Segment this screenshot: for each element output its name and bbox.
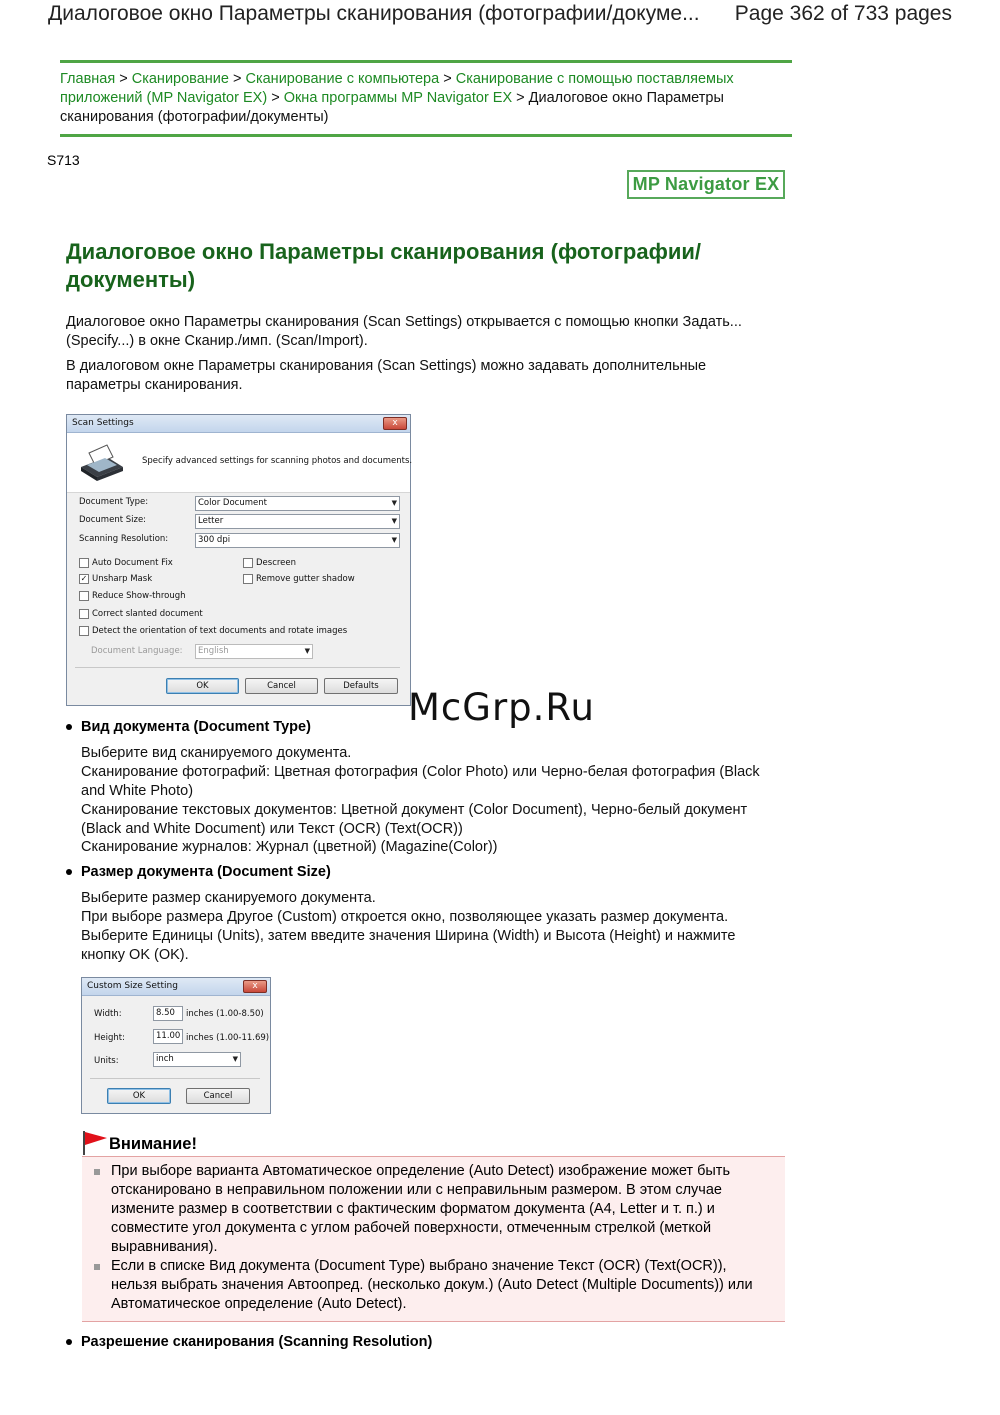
caution-header xyxy=(82,1130,785,1157)
brand-badge-text: MP Navigator EX xyxy=(632,174,780,194)
dialog-banner xyxy=(67,433,413,493)
doc-type-line-3: Сканирование текстовых документов: Цветной документ (Color Document), Черно-белый документ (Black and White Document) или Текст (OCR) (Text(OCR)) xyxy=(81,802,748,837)
breadcrumb-separator: > xyxy=(232,71,242,87)
checkbox-icon xyxy=(79,558,89,568)
section-heading-text: Разрешение сканирования (Scanning Resolution) xyxy=(81,1334,433,1350)
ok-button[interactable]: OK xyxy=(107,1088,171,1104)
breadcrumb-scan-with-apps[interactable]: Сканирование с помощью поставляемых приложений (MP Navigator EX) xyxy=(60,71,734,106)
breadcrumb xyxy=(60,60,792,137)
correct-slanted-checkbox[interactable] xyxy=(79,609,203,619)
doc-type-line-1: Выберите вид сканируемого документа. xyxy=(81,745,352,761)
intro-paragraph-2: В диалоговом окне Параметры сканирования (Scan Settings) можно задавать дополнительные параметры сканирования. xyxy=(66,358,707,393)
page-indicator: Page 362 of 733 pages xyxy=(734,2,952,25)
section-heading-text: Размер документа (Document Size) xyxy=(81,864,331,880)
document-type-label: Document Type: xyxy=(79,497,149,507)
checkbox-label: Auto Document Fix xyxy=(92,558,173,568)
ok-button[interactable]: OK xyxy=(166,678,239,694)
chevron-down-icon: ▼ xyxy=(391,499,397,507)
height-range: inches (1.00-11.69) xyxy=(186,1033,270,1043)
document-language-label: Document Language: xyxy=(91,646,183,656)
dialog-titlebar xyxy=(82,978,270,996)
caution-title: Внимание! xyxy=(109,1135,197,1153)
section-heading-text: Вид документа (Document Type) xyxy=(81,719,311,735)
width-range: inches (1.00-8.50) xyxy=(186,1009,264,1019)
doc-size-line-2: При выборе размера Другое (Custom) откроется окно, позволяющее указать размер документа. Выберите Единицы (Units), затем введите значения Ширина (Width) и Высота (Height) и нажмите кнопку OK (OK). xyxy=(81,909,736,963)
breadcrumb-scan-from-computer[interactable]: Сканирование с компьютера xyxy=(245,71,440,87)
breadcrumb-scanning[interactable]: Сканирование xyxy=(131,71,229,87)
checkbox-label: Correct slanted document xyxy=(92,609,203,619)
document-type-value: Color Document xyxy=(198,498,267,508)
custom-size-dialog xyxy=(81,977,271,1114)
bullet-icon xyxy=(66,1339,72,1345)
resolution-select[interactable] xyxy=(195,533,400,548)
unsharp-mask-checkbox[interactable] xyxy=(79,574,152,584)
breadcrumb-mp-navigator-windows[interactable]: Окна программы MP Navigator EX xyxy=(283,90,513,106)
document-title: Диалоговое окно Параметры сканирования (фотографии/докуме... xyxy=(48,2,700,25)
divider xyxy=(75,667,400,668)
doc-type-line-2: Сканирование фотографий: Цветная фотография (Color Photo) или Черно-белая фотография (Black and White Photo) xyxy=(81,764,760,799)
width-input[interactable]: 8.50 xyxy=(153,1006,183,1021)
close-icon[interactable]: x xyxy=(243,980,267,993)
resolution-label: Scanning Resolution: xyxy=(79,534,169,544)
checkbox-label: Reduce Show-through xyxy=(92,591,186,601)
checkbox-label: Unsharp Mask xyxy=(92,574,153,584)
descreen-checkbox[interactable] xyxy=(243,558,296,568)
doc-type-line-4: Сканирование журналов: Журнал (цветной) (Magazine(Color)) xyxy=(81,839,498,855)
defaults-button[interactable]: Defaults xyxy=(324,678,398,694)
breadcrumb-separator: > xyxy=(271,90,280,106)
intro-paragraph-1: Диалоговое окно Параметры сканирования (Scan Settings) открывается с помощью кнопки Задать... (Specify...) в окне Сканир./имп. (Scan/Import). xyxy=(66,314,742,349)
section-heading-document-size xyxy=(66,864,331,880)
dialog-description: Specify advanced settings for scanning photos and documents. xyxy=(142,456,413,466)
resolution-value: 300 dpi xyxy=(198,535,231,545)
chevron-down-icon: ▼ xyxy=(304,647,310,655)
watermark: McGrp.Ru xyxy=(408,686,595,729)
bullet-icon xyxy=(66,724,72,730)
chevron-down-icon: ▼ xyxy=(232,1055,238,1063)
checkbox-icon xyxy=(79,609,89,619)
caution-item xyxy=(94,1162,775,1257)
dialog-title: Custom Size Setting xyxy=(87,981,178,991)
cancel-button[interactable]: Cancel xyxy=(186,1088,250,1104)
width-label: Width: xyxy=(94,1009,122,1019)
document-type-select[interactable] xyxy=(195,496,400,511)
close-icon[interactable]: x xyxy=(383,417,407,430)
caution-item xyxy=(94,1257,775,1314)
document-size-label: Document Size: xyxy=(79,515,147,525)
document-size-select[interactable] xyxy=(195,514,400,529)
breadcrumb-separator: > xyxy=(443,71,452,87)
checkbox-icon xyxy=(79,591,89,601)
doc-size-line-1: Выберите размер сканируемого документа. xyxy=(81,890,376,906)
page-title: Диалоговое окно Параметры сканирования (фотографии/ документы) xyxy=(66,239,701,292)
height-input[interactable]: 11.00 xyxy=(153,1029,183,1044)
checkbox-icon xyxy=(243,574,253,584)
scan-settings-dialog xyxy=(66,414,411,706)
section-heading-resolution xyxy=(66,1334,432,1350)
dialog-titlebar xyxy=(67,415,410,433)
caution-box xyxy=(82,1130,785,1322)
breadcrumb-home[interactable]: Главная xyxy=(60,71,116,87)
cancel-button[interactable]: Cancel xyxy=(245,678,318,694)
model-code: S713 xyxy=(47,152,80,168)
caution-item-text: При выборе варианта Автоматическое определение (Auto Detect) изображение может быть отсканировано в неправильном положении или с неправильным размером. В этом случае измените размер в соответствии с фактическим форматом документа (A4, Letter и т. п.) и совместите угол документа с углом рабочей поверхности, отмеченным стрелкой (меткой выравнивания). xyxy=(111,1163,730,1255)
checkbox-label: Remove gutter shadow xyxy=(256,574,355,584)
bullet-icon xyxy=(66,869,72,875)
checkbox-label: Descreen xyxy=(256,558,297,568)
chevron-down-icon: ▼ xyxy=(391,517,397,525)
breadcrumb-separator: > xyxy=(119,71,128,87)
brand-badge xyxy=(627,170,785,199)
units-label: Units: xyxy=(94,1056,119,1066)
caution-item-text: Если в списке Вид документа (Document Type) выбрано значение Текст (OCR) (Text(OCR)), нельзя выбрать значения Автоопред. (несколько докум.) (Auto Detect (Multiple Documents)) или Автоматическое определение (Auto Detect). xyxy=(111,1258,753,1312)
document-size-value: Letter xyxy=(198,516,224,526)
section-heading-document-type xyxy=(66,719,311,735)
caution-body xyxy=(82,1157,785,1322)
breadcrumb-current: Диалоговое окно Параметры сканирования (фотографии/документы) xyxy=(60,90,724,125)
remove-gutter-shadow-checkbox[interactable] xyxy=(243,574,355,584)
auto-document-fix-checkbox[interactable] xyxy=(79,558,173,568)
height-label: Height: xyxy=(94,1033,125,1043)
bullet-square-icon xyxy=(94,1169,100,1175)
flag-icon xyxy=(82,1130,108,1156)
checkbox-icon xyxy=(79,626,89,636)
checkbox-label: Detect the orientation of text documents and rotate images xyxy=(92,626,348,636)
scanner-icon xyxy=(77,443,127,483)
chevron-down-icon: ▼ xyxy=(391,536,397,544)
bullet-square-icon xyxy=(94,1264,100,1270)
page-header xyxy=(48,2,952,32)
reduce-show-through-checkbox[interactable] xyxy=(79,591,186,601)
units-select[interactable] xyxy=(153,1052,241,1067)
dialog-title: Scan Settings xyxy=(72,418,134,428)
checkmark-icon: ✓ xyxy=(80,574,88,583)
document-language-value: English xyxy=(198,646,229,656)
checkbox-icon xyxy=(243,558,253,568)
divider xyxy=(90,1078,260,1079)
document-language-select[interactable] xyxy=(195,644,313,659)
units-value: inch xyxy=(156,1054,174,1064)
detect-orientation-checkbox[interactable] xyxy=(79,626,347,636)
breadcrumb-separator: > xyxy=(516,90,525,106)
